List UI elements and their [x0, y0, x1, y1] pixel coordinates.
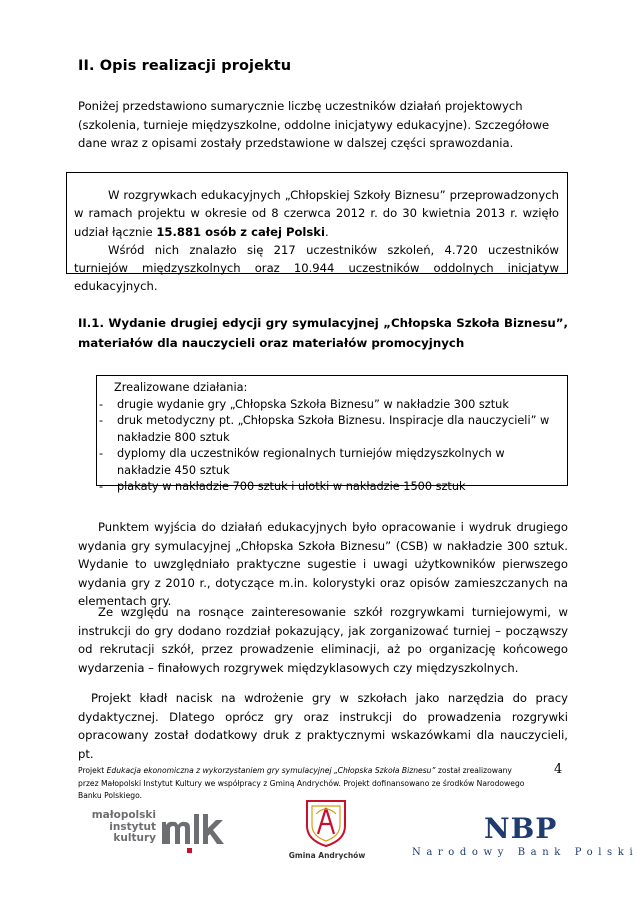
mik-logo-mark: [160, 810, 228, 860]
dash-bullet: -: [99, 480, 104, 493]
page-number: 4: [554, 762, 563, 777]
summary-text: W rozgrywkach edukacyjnych „Chłopskiej Szkoły Biznesu” przeprowadzonych w ramach projektu w okresie od 8 czerwca 2012 r. do 30 kwietnia 2013 r. wzięło udział łącznie 15.881 osób z całej Polski.: [74, 188, 559, 239]
nbp-logo: [412, 812, 638, 864]
subsection-title: II.1. Wydanie drugiej edycji gry symulacyjnej „Chłopska Szkoła Biznesu”, materiałów dla nauczycieli oraz materiałów promocyjnych: [78, 316, 568, 350]
dash-bullet: -: [99, 447, 104, 460]
dash-bullet: -: [99, 414, 104, 427]
activities-list: [97, 397, 561, 496]
list-item: - drugie wydanie gry „Chłopska Szkoła Biznesu” w nakładzie 300 sztuk: [97, 397, 561, 414]
list-item: - plakaty w nakładzie 700 sztuk i ulotki w nakładzie 1500 sztuk: [97, 479, 561, 496]
participants-total: 15.881 osób z całej Polski: [156, 224, 325, 239]
gmina-name: Gmina Andrychów: [288, 851, 366, 860]
section-title: II. Opis realizacji projektu: [78, 58, 292, 74]
project-name: Edukacja ekonomiczna z wykorzystaniem gry symulacyjnej „Chłopska Szkoła Biznesu”: [106, 766, 436, 775]
paragraph-3: Projekt kładł nacisk na wdrożenie gry w szkołach jako narzędzia do pracy dydaktycznej. Dlatego oprócz gry oraz instrukcji do prowadzenia rozgrywki opracowany został dodatkowy druk z praktycznymi wskazówkami dla nauczycieli, pt.: [78, 691, 568, 761]
gmina-logo: [282, 798, 372, 864]
paragraph-2: Ze względu na rosnące zainteresowanie szkół rozgrywkami turniejowymi, w instrukcji do gry dodano rozdział pokazujący, jak zorganizować turniej – począwszy od rekrutacji szkół, przez prowadzenie eliminacji, aż po organizację końcowego wydarzenia – finałowych rozgrywek międzyklasowych czy międzyszkolnych.: [78, 605, 568, 675]
activities-label: Zrealizowane działania:: [114, 381, 248, 394]
nbp-full-name: Narodowy Bank Polski: [412, 847, 638, 858]
activities-box: [96, 375, 568, 493]
summary-breakdown: Wśród nich znalazło się 217 uczestników szkoleń, 4.720 uczestników turniejów międzyszkolnych oraz 10.944 uczestników oddolnych inicjatyw edukacyjnych.: [74, 242, 559, 294]
dash-bullet: -: [99, 397, 104, 411]
list-item: - dyplomy dla uczestników regionalnych turniejów międzyszkolnych w nakładzie 450 sztuk: [99, 447, 505, 477]
mik-logo: [88, 810, 228, 860]
paragraph-1: Punktem wyjścia do działań edukacyjnych było opracowanie i wydruk drugiego wydania gry symulacyjnej „Chłopska Szkoła Biznesu” (CSB) w nakładzie 300 sztuk. Wydanie to uwzględniało praktyczne sugestie i uwagi użytkowników pierwszego wydania gry z 2010 r., dotyczące m.in. kolorystyki oraz opisów zamieszczanych na elementach gry.: [78, 520, 568, 609]
summary-box: [66, 172, 568, 294]
nbp-abbreviation: NBP: [484, 812, 558, 845]
list-item: - druk metodyczny pt. „Chłopska Szkoła Biznesu. Inspiracje dla nauczycieli” w nakładzie 800 sztuk: [99, 414, 550, 444]
mik-logo-text: małopolski instytut kultury: [91, 809, 156, 844]
section-intro: Poniżej przedstawiono sumarycznie liczbę uczestników działań projektowych (szkolenia, turnieje międzyszkolne, oddolne inicjatywy edukacyjne). Szczegółowe dane wraz z opisami zostały przedstawione w dalszej części sprawozdania.: [78, 99, 550, 151]
footer-note: Projekt Edukacja ekonomiczna z wykorzystaniem gry symulacyjnej „Chłopska Szkoła Biznesu” został zrealizowany przez Małopolski Instytut Kultury we współpracy z Gminą Andrychów. Projekt dofinansowano ze środków Narodowego Banku Polskiego.: [78, 766, 525, 801]
coat-of-arms-icon: [304, 798, 348, 848]
